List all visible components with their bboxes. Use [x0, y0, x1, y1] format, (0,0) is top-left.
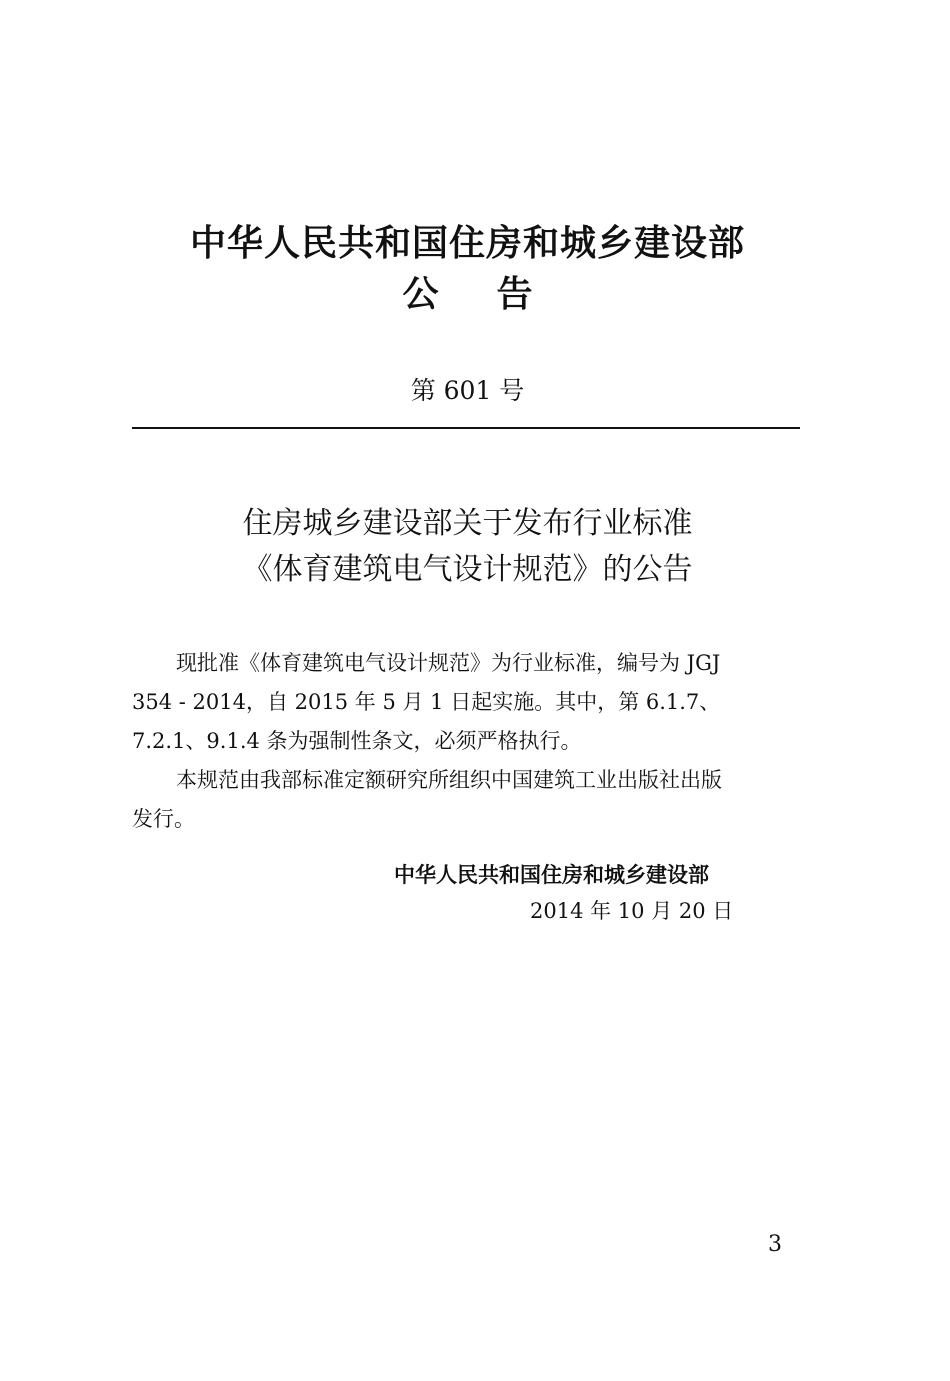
page-number: 3	[768, 1232, 782, 1257]
notice-subject	[0, 501, 935, 593]
signature-organization: 中华人民共和国住房和城乡建设部	[394, 863, 709, 887]
subject-line-2: 《体育建筑电气设计规范》的公告	[242, 552, 693, 587]
issue-number: 第 601 号	[410, 376, 525, 405]
paragraph-2-line-1: 本规范由我部标准定额研究所组织中国建筑工业出版社出版	[176, 768, 722, 792]
paragraph-1-line-3: 7.2.1、9.1.4 条为强制性条文，必须严格执行。	[132, 729, 582, 753]
notice-body	[132, 644, 800, 839]
paragraph-1-line-2: 354 - 2014，自 2015 年 5 月 1 日起实施。其中，第 6.1.7、	[132, 690, 721, 714]
notice-heading: 公告	[402, 274, 591, 315]
header-divider	[132, 427, 800, 429]
issuer-title: 中华人民共和国住房和城乡建设部	[189, 223, 745, 264]
subject-line-1: 住房城乡建设部关于发布行业标准	[242, 506, 693, 541]
signature-date: 2014 年 10 月 20 日	[530, 899, 734, 923]
paragraph-1-line-1: 现批准《体育建筑电气设计规范》为行业标准，编号为 JGJ	[176, 651, 721, 675]
paragraph-2-line-2: 发行。	[132, 807, 195, 831]
